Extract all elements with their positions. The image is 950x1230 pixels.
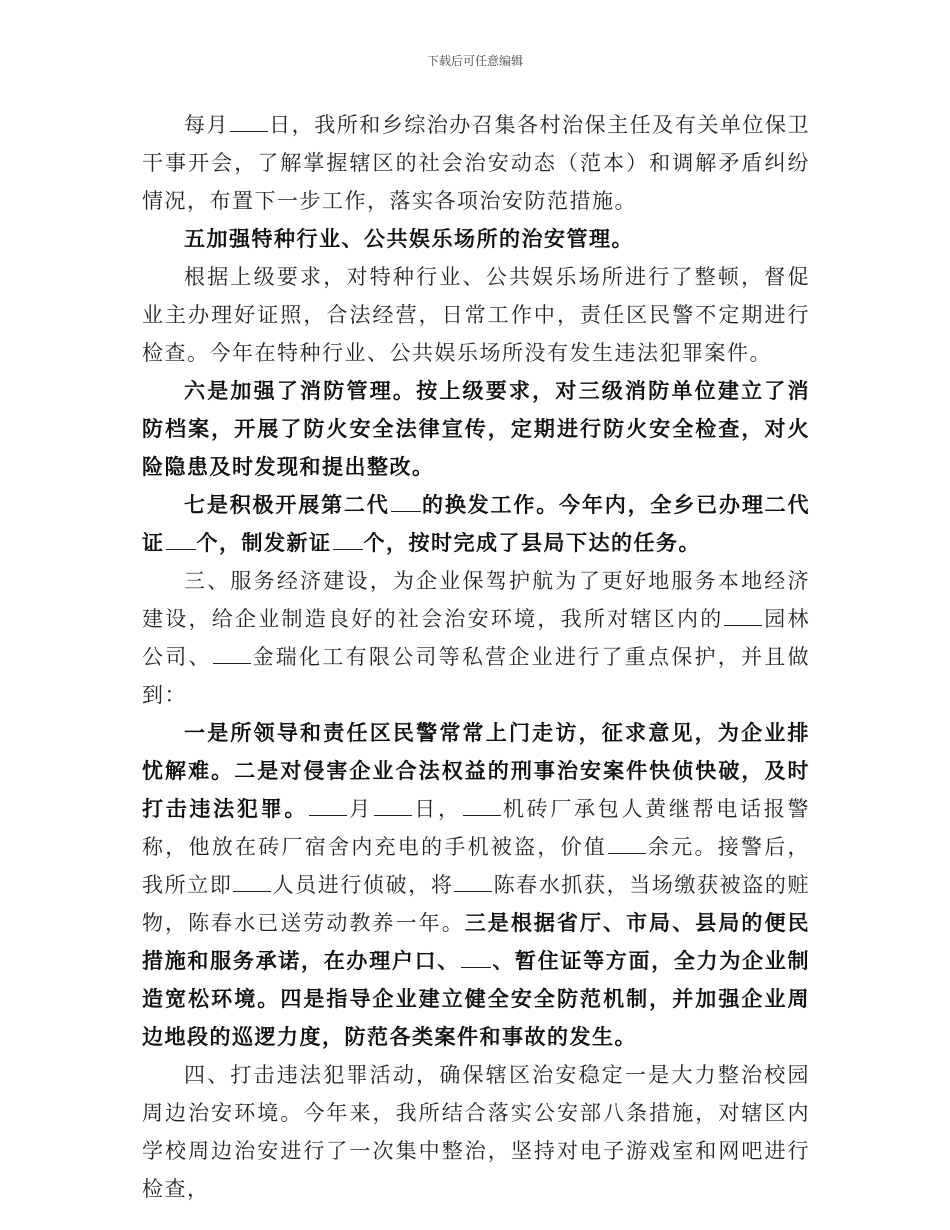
text-run: 园林公司、 — [142, 607, 811, 669]
blank-field — [461, 945, 491, 968]
blank-field — [166, 527, 196, 550]
page-header: 下载后可任意编辑 — [426, 54, 523, 68]
text-run: 余元。接警后，我所立即 — [142, 835, 811, 897]
text-run: 日， — [413, 797, 462, 821]
blank-field — [309, 793, 347, 816]
paragraph-special-industry: 根据上级要求，对特种行业、公共娱乐场所进行了整顿，督促业主办理好证照，合法经营，日常工作中，责任区民警不定期进行检查。今年在特种行业、公共娱乐场所没有发生违法犯罪案件。 — [142, 265, 810, 365]
text-run: 七是积极开展第二代 — [184, 493, 390, 517]
blank-field — [724, 603, 762, 626]
paragraph-economic-service — [142, 562, 810, 714]
text-run: 人员进行侦破，将 — [272, 873, 454, 897]
text-run: 机砖厂承包人黄继帮电话报警称，他放在砖厂宿舍内充电的手机被盗，价值 — [142, 797, 811, 859]
blank-field — [608, 831, 646, 854]
text-run: 的换发工作。今年内，全乡已办理二代证 — [142, 493, 811, 555]
document-body — [142, 106, 810, 1208]
text-run: 个，按时完成了县局下达的任务。 — [363, 531, 701, 555]
paragraph-meeting — [142, 106, 810, 220]
blank-field — [463, 793, 501, 816]
blank-field — [230, 109, 268, 132]
section-heading-special-industry: 五加强特种行业、公共娱乐场所的治安管理。 — [184, 227, 634, 251]
blank-field — [333, 527, 363, 550]
text-run-bold: 一是所领导和责任区民警常常上门走访，征求意见，为企业排忧解难。二是对侵害企业合法权益的刑事治安案件快侦快破，及时打击违法犯罪。 — [142, 721, 810, 821]
blank-field — [454, 869, 492, 892]
text-run-bold: 三是根据省厅、市局、县局的便民措施和服务承诺，在办理户口、 — [142, 911, 810, 973]
text-run: 日，我所和乡综治办召集各村治保主任及有关单位保卫干事开会，了解掌握辖区的社会治安动态（范本）和调解矛盾纠纷情况，布置下一步工作，落实各项治安防范措施。 — [142, 113, 810, 213]
text-run-bold: 、暂住证等方面，全力为企业制造宽松环境。四是指导企业建立健全安全防范机制，并加强企业周边地段的巡逻力度，防范各类案件和事故的发生。 — [142, 949, 810, 1049]
text-run: 陈春水抓获，当场缴获被盗的赃物，陈春水已送劳动教养一年。 — [142, 873, 811, 935]
blank-field — [213, 641, 251, 664]
paragraph-fire-management: 六是加强了消防管理。按上级要求，对三级消防单位建立了消防档案，开展了防火安全法律宣传，定期进行防火安全检查，对火险隐患及时发现和提出整改。 — [142, 379, 810, 479]
text-run: 月 — [348, 797, 373, 821]
blank-field — [233, 869, 271, 892]
text-run: 每月 — [184, 113, 230, 137]
paragraph-id-card — [142, 486, 810, 562]
text-run: 金瑞化工有限公司等私营企业进行了重点保护，并且做到： — [142, 645, 811, 707]
text-run: 三、服务经济建设，为企业保驾护航为了更好地服务本地经济建设，给企业制造良好的社会治安环境，我所对辖区内的 — [142, 569, 810, 631]
text-run: 个，制发新证 — [196, 531, 332, 555]
blank-field — [391, 489, 421, 512]
blank-field — [374, 793, 412, 816]
paragraph-crime-crackdown: 四、打击违法犯罪活动，确保辖区治安稳定一是大力整治校园周边治安环境。今年来，我所结合落实公安部八条措施，对辖区内学校周边治安进行了一次集中整治，坚持对电子游戏室和网吧进行检查， — [142, 1063, 810, 1201]
paragraph-enterprise-measures — [142, 714, 810, 1056]
